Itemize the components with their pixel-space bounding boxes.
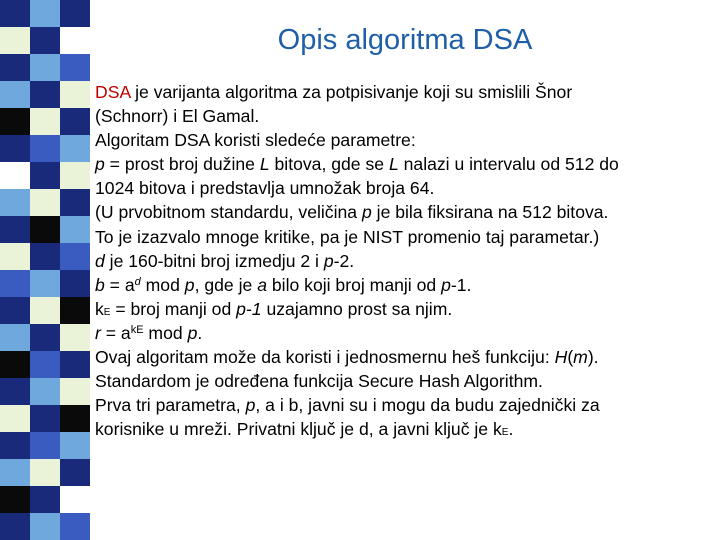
mosaic-tile (60, 324, 90, 351)
mosaic-tile (30, 0, 60, 27)
mosaic-tile (30, 189, 60, 216)
mosaic-tile (30, 324, 60, 351)
dsa-highlight: DSA (95, 82, 131, 102)
mosaic-tile (0, 0, 30, 27)
mosaic-tile (0, 270, 30, 297)
text-span: 1024 bitova i predstavlja umnožak broja 64. (95, 178, 435, 199)
slide-title: Opis algoritma DSA (277, 24, 533, 56)
mosaic-tile (30, 162, 60, 189)
mosaic-tile (60, 189, 90, 216)
text-span: mod (143, 322, 188, 343)
text-span: ( (567, 347, 574, 368)
mosaic-tile (0, 459, 30, 486)
mosaic-tile (60, 351, 90, 378)
mosaic-tile (60, 27, 90, 54)
variable-p: p (323, 250, 334, 271)
decorative-mosaic-strip (0, 0, 90, 540)
mosaic-tile (0, 297, 30, 324)
text-line (95, 297, 710, 321)
variable-b: b (95, 274, 105, 295)
mosaic-tile (30, 297, 60, 324)
mosaic-tile (60, 0, 90, 27)
text-span: = a (104, 274, 135, 295)
mosaic-tile (60, 108, 90, 135)
mosaic-tile (0, 243, 30, 270)
mosaic-tile (30, 351, 60, 378)
text-span: -1. (450, 274, 472, 295)
mosaic-tile (0, 351, 30, 378)
mosaic-tile (0, 27, 30, 54)
mosaic-tile (30, 378, 60, 405)
mosaic-tile (0, 432, 30, 459)
text-span: (Schnorr) i El Gamal. (95, 106, 260, 127)
text-line (95, 80, 710, 104)
mosaic-tile (0, 513, 30, 540)
text-line (95, 417, 710, 441)
text-line (95, 200, 710, 224)
mosaic-tile (60, 432, 90, 459)
text-line (95, 273, 710, 297)
text-line (95, 393, 710, 417)
exponent-kE: kE (130, 323, 144, 336)
mosaic-tile (0, 486, 30, 513)
text-line (95, 225, 710, 249)
mosaic-tile (30, 108, 60, 135)
text-span: , gde je (194, 274, 258, 295)
mosaic-tile (60, 81, 90, 108)
mosaic-tile (60, 135, 90, 162)
mosaic-tile (60, 513, 90, 540)
text-line (95, 369, 710, 393)
mosaic-tile (0, 378, 30, 405)
variable-p: p (441, 274, 451, 295)
mosaic-tile (30, 243, 60, 270)
variable-L: L (259, 154, 270, 175)
mosaic-tile (60, 54, 90, 81)
text-span: Algoritam DSA koristi sledeće parametre: (95, 130, 416, 151)
text-span: Ovaj algoritam može da koristi i jednosmernu heš funkciju: (95, 347, 555, 368)
variable-p: p (95, 154, 105, 175)
text-span: . (508, 419, 514, 440)
mosaic-tile (0, 135, 30, 162)
mosaic-tile (60, 405, 90, 432)
text-span: je varijanta algoritma za potpisivanje koji su smislili Šnor (130, 82, 573, 102)
mosaic-tile (60, 216, 90, 243)
mosaic-tile (0, 108, 30, 135)
variable-k: k (95, 298, 104, 319)
mosaic-tile (0, 189, 30, 216)
text-span: = a (100, 322, 131, 343)
variable-L: L (388, 154, 399, 175)
text-span: Prva tri parametra, (95, 395, 246, 416)
mosaic-tile (30, 81, 60, 108)
mosaic-tile (60, 243, 90, 270)
mosaic-tile (60, 459, 90, 486)
mosaic-tile (30, 27, 60, 54)
mosaic-tile (30, 54, 60, 81)
mosaic-tile (30, 459, 60, 486)
text-span: bilo koji broj manji od (266, 274, 442, 295)
text-span: -2. (333, 250, 355, 271)
text-line (95, 321, 710, 345)
mosaic-tile (30, 486, 60, 513)
variable-p-minus-1: p-1 (236, 298, 262, 319)
text-span: uzajamno prost sa njim. (261, 298, 453, 319)
mosaic-tile (60, 162, 90, 189)
mosaic-tile (0, 405, 30, 432)
mosaic-tile (60, 297, 90, 324)
mosaic-tile (0, 54, 30, 81)
text-line (95, 104, 710, 128)
variable-p: p (184, 274, 195, 295)
text-span: (U prvobitnom standardu, veličina (95, 202, 362, 223)
variable-p: p (245, 395, 256, 416)
text-line (95, 249, 710, 273)
mosaic-tile (0, 324, 30, 351)
exponent-d: d (134, 275, 141, 288)
mosaic-tile (30, 513, 60, 540)
variable-d: d (95, 250, 105, 271)
mosaic-tile (60, 378, 90, 405)
slide-body (95, 80, 710, 441)
text-span: je 160-bitni broj izmedju 2 i (104, 250, 324, 271)
text-span: korisnike u mreži. Privatni ključ je d, a javni ključ je k (95, 419, 502, 440)
text-line (95, 345, 710, 369)
variable-a: a (257, 274, 267, 295)
variable-m: m (573, 347, 588, 368)
mosaic-tile (30, 135, 60, 162)
text-span: To je izazvalo mnoge kritike, pa je NIST promenio taj parametar.) (95, 226, 600, 247)
text-span: = prost broj dužine (104, 154, 260, 175)
mosaic-tile (30, 270, 60, 297)
text-span: mod (140, 274, 185, 295)
mosaic-tile (30, 432, 60, 459)
mosaic-tile (30, 216, 60, 243)
variable-H: H (554, 347, 568, 368)
text-line (95, 128, 710, 152)
mosaic-tile (30, 405, 60, 432)
text-span: = broj manji od (110, 298, 237, 319)
text-span: . (197, 322, 203, 343)
mosaic-tile (0, 216, 30, 243)
mosaic-tile (0, 81, 30, 108)
mosaic-tile (60, 486, 90, 513)
text-span: , a i b, javni su i mogu da budu zajednički za (255, 395, 600, 416)
mosaic-tile (60, 270, 90, 297)
text-span: ). (587, 347, 599, 368)
text-span: Standardom je određena funkcija Secure Hash Algorithm. (95, 371, 543, 392)
variable-r: r (95, 322, 101, 343)
subscript-E: E (501, 427, 509, 439)
text-line (95, 176, 710, 200)
mosaic-tile (0, 162, 30, 189)
variable-p: p (361, 202, 372, 223)
text-span: je bila fiksirana na 512 bitova. (371, 202, 609, 223)
subscript-E: E (103, 306, 111, 318)
text-span: nalazi u intervalu od 512 do (398, 154, 619, 175)
variable-p: p (187, 322, 198, 343)
text-line (95, 152, 710, 176)
text-span: bitova, gde se (269, 154, 389, 175)
